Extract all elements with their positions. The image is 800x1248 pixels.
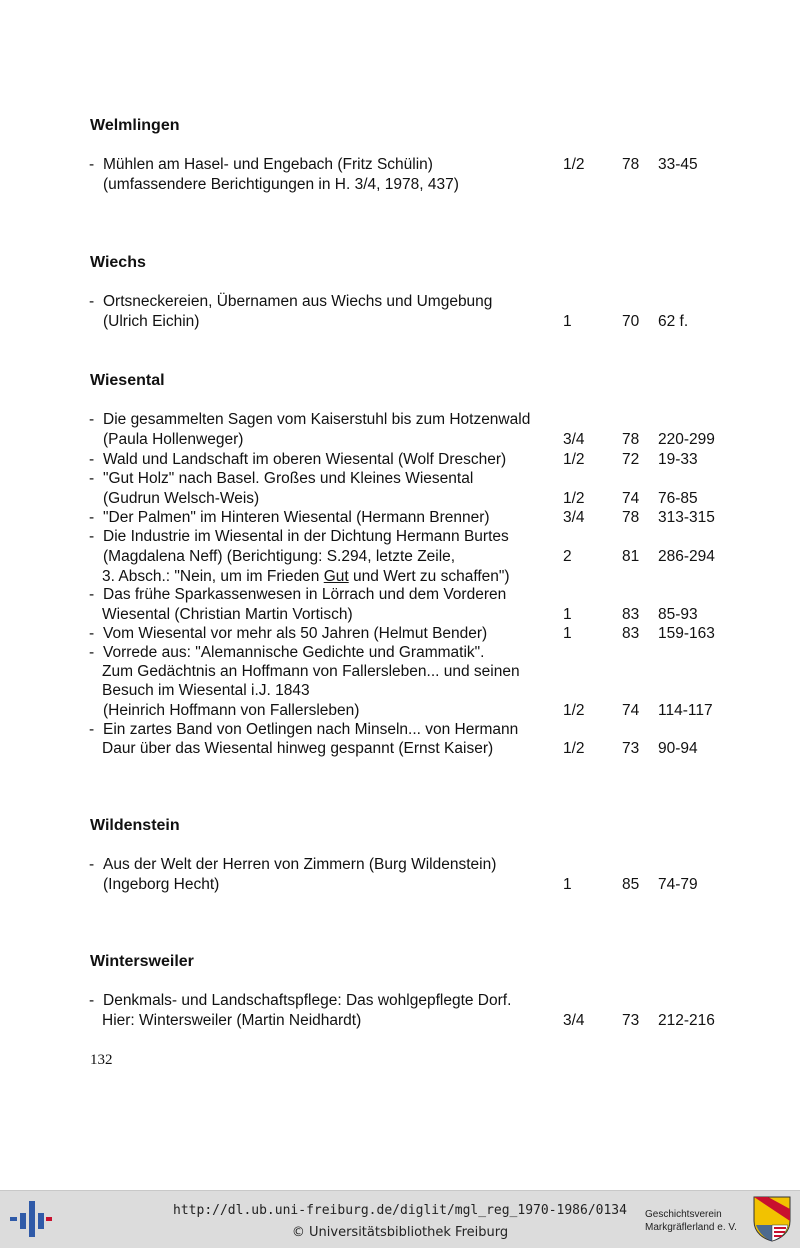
entry-text: Vom Wiesental vor mehr als 50 Jahren (Helmut Bender) xyxy=(103,625,488,642)
entry-heft: 1 xyxy=(563,876,572,893)
entry-dash: - xyxy=(89,721,95,738)
section-heading-wintersweiler: Wintersweiler xyxy=(90,953,194,970)
entry-text: Wiesental (Christian Martin Vortisch) xyxy=(102,606,353,623)
entry-text: Aus der Welt der Herren von Zimmern (Burg Wildenstein) xyxy=(103,856,497,873)
entry-line xyxy=(0,681,800,701)
entry-line xyxy=(0,450,800,470)
entry-heft: 3/4 xyxy=(563,1012,585,1029)
entry-dash: - xyxy=(89,586,95,603)
entry-dash: - xyxy=(89,411,95,428)
entry-text: "Gut Holz" nach Basel. Großes und Kleines Wiesental xyxy=(103,470,474,487)
entry-text: (umfassendere Berichtigungen in H. 3/4, 1978, 437) xyxy=(103,176,459,193)
page-number: 132 xyxy=(90,1052,113,1068)
entry-line xyxy=(0,720,800,740)
entry-heft: 3/4 xyxy=(563,431,585,448)
entry-heft: 1/2 xyxy=(563,740,585,757)
entry-text: (Heinrich Hoffmann von Fallersleben) xyxy=(103,702,360,719)
entry-jahr: 74 xyxy=(622,702,640,719)
entry-seite: 76-85 xyxy=(658,490,698,507)
entry-text: (Gudrun Welsch-Weis) xyxy=(103,490,260,507)
entry-dash: - xyxy=(89,625,95,642)
entry-line xyxy=(0,527,800,547)
entry-text-post: und Wert zu schaffen") xyxy=(348,568,510,585)
entry-jahr: 70 xyxy=(622,313,640,330)
footer-bar xyxy=(0,1190,800,1248)
entry-jahr: 78 xyxy=(622,156,640,173)
entry-heft: 1/2 xyxy=(563,490,585,507)
entry-text: Daur über das Wiesental hinweg gespannt (Ernst Kaiser) xyxy=(102,740,494,757)
entry-seite: 33-45 xyxy=(658,156,698,173)
entry-jahr: 81 xyxy=(622,548,640,565)
entry-heft: 1 xyxy=(563,313,572,330)
entry-seite: 159-163 xyxy=(658,625,715,642)
entry-text: Die Industrie im Wiesental in der Dichtung Hermann Burtes xyxy=(103,528,509,545)
entry-heft: 3/4 xyxy=(563,509,585,526)
entry-text: Ortsneckereien, Übernamen aus Wiechs und Umgebung xyxy=(103,293,493,310)
entry-dash: - xyxy=(89,528,95,545)
entry-heft: 1/2 xyxy=(563,702,585,719)
entry-seite: 90-94 xyxy=(658,740,698,757)
section-heading-wiechs: Wiechs xyxy=(90,254,146,271)
section-heading-welmlingen: Welmlingen xyxy=(90,117,180,134)
entry-text: Die gesammelten Sagen vom Kaiserstuhl bis zum Hotzenwald xyxy=(103,411,531,428)
footer-copyright: © Universitätsbibliothek Freiburg xyxy=(291,1225,509,1240)
entry-line xyxy=(0,1011,800,1031)
entry-dash: - xyxy=(89,644,95,661)
entry-line xyxy=(0,662,800,682)
entry-text: "Der Palmen" im Hinteren Wiesental (Hermann Brenner) xyxy=(103,509,490,526)
entry-line xyxy=(0,155,800,175)
entry-text: (Ulrich Eichin) xyxy=(103,313,200,330)
entry-dash: - xyxy=(89,509,95,526)
entry-line xyxy=(0,585,800,605)
entry-text: (Paula Hollenweger) xyxy=(103,431,244,448)
entry-heft: 1/2 xyxy=(563,451,585,468)
entry-jahr: 83 xyxy=(622,606,640,623)
entry-line xyxy=(0,489,800,509)
entry-seite: 313-315 xyxy=(658,509,715,526)
entry-seite: 19-33 xyxy=(658,451,698,468)
entry-line xyxy=(0,567,800,587)
entry-text xyxy=(102,567,510,587)
entry-text: Ein zartes Band von Oetlingen nach Minseln... von Hermann xyxy=(103,721,519,738)
entry-line xyxy=(0,292,800,312)
entry-dash: - xyxy=(89,451,95,468)
entry-text: Besuch im Wiesental i.J. 1843 xyxy=(102,682,310,699)
entry-dash: - xyxy=(89,293,95,310)
entry-jahr: 73 xyxy=(622,1012,640,1029)
entry-dash: - xyxy=(89,992,95,1009)
entry-text-pre: 3. Absch.: "Nein, um im Frieden xyxy=(102,568,324,585)
entry-seite: 62 f. xyxy=(658,313,689,330)
entry-heft: 1 xyxy=(563,625,572,642)
entry-line xyxy=(0,875,800,895)
entry-heft: 2 xyxy=(563,548,572,565)
entry-line xyxy=(0,508,800,528)
entry-jahr: 73 xyxy=(622,740,640,757)
entry-dash: - xyxy=(89,156,95,173)
entry-text: Das frühe Sparkassenwesen in Lörrach und dem Vorderen xyxy=(103,586,507,603)
entry-jahr: 78 xyxy=(622,431,640,448)
entry-seite: 212-216 xyxy=(658,1012,715,1029)
entry-jahr: 78 xyxy=(622,509,640,526)
org-name-line2: Markgräflerland e. V. xyxy=(645,1222,737,1233)
entry-jahr: 85 xyxy=(622,876,640,893)
entry-jahr: 83 xyxy=(622,625,640,642)
entry-jahr: 74 xyxy=(622,490,640,507)
entry-line xyxy=(0,605,800,625)
entry-seite: 74-79 xyxy=(658,876,698,893)
entry-seite: 286-294 xyxy=(658,548,715,565)
footer-organization xyxy=(645,1208,737,1234)
entry-seite: 220-299 xyxy=(658,431,715,448)
entry-text-underlined: Gut xyxy=(323,568,349,585)
entry-text: Wald und Landschaft im oberen Wiesental (Wolf Drescher) xyxy=(103,451,507,468)
entry-text: Zum Gedächtnis an Hoffmann von Fallersleben... und seinen xyxy=(102,663,520,680)
entry-heft: 1/2 xyxy=(563,156,585,173)
entry-line xyxy=(0,739,800,759)
entry-dash: - xyxy=(89,470,95,487)
entry-seite: 85-93 xyxy=(658,606,698,623)
entry-dash: - xyxy=(89,856,95,873)
entry-line xyxy=(0,469,800,489)
entry-heft: 1 xyxy=(563,606,572,623)
entry-line xyxy=(0,855,800,875)
entry-text: (Ingeborg Hecht) xyxy=(103,876,220,893)
entry-text: (Magdalena Neff) (Berichtigung: S.294, letzte Zeile, xyxy=(103,548,456,565)
entry-line xyxy=(0,701,800,721)
entry-seite: 114-117 xyxy=(658,702,713,719)
entry-line xyxy=(0,430,800,450)
entry-line xyxy=(0,175,800,195)
entry-text: Hier: Wintersweiler (Martin Neidhardt) xyxy=(102,1012,362,1029)
entry-line xyxy=(0,410,800,430)
coat-of-arms-icon xyxy=(752,1195,792,1243)
entry-text: Vorrede aus: "Alemannische Gedichte und Grammatik". xyxy=(103,644,485,661)
entry-text: Denkmals- und Landschaftspflege: Das wohlgepflegte Dorf. xyxy=(103,992,512,1009)
entry-line xyxy=(0,624,800,644)
entry-line xyxy=(0,991,800,1011)
section-heading-wildenstein: Wildenstein xyxy=(90,817,180,834)
entry-line xyxy=(0,547,800,567)
entry-line xyxy=(0,312,800,332)
footer-url[interactable]: http://dl.ub.uni-freiburg.de/diglit/mgl_reg_1970-1986/0134 xyxy=(173,1203,627,1218)
entry-line xyxy=(0,643,800,663)
entry-text: Mühlen am Hasel- und Engebach (Fritz Schülin) xyxy=(103,156,433,173)
section-heading-wiesental: Wiesental xyxy=(90,372,165,389)
entry-jahr: 72 xyxy=(622,451,640,468)
org-name-line1: Geschichtsverein xyxy=(645,1209,722,1220)
